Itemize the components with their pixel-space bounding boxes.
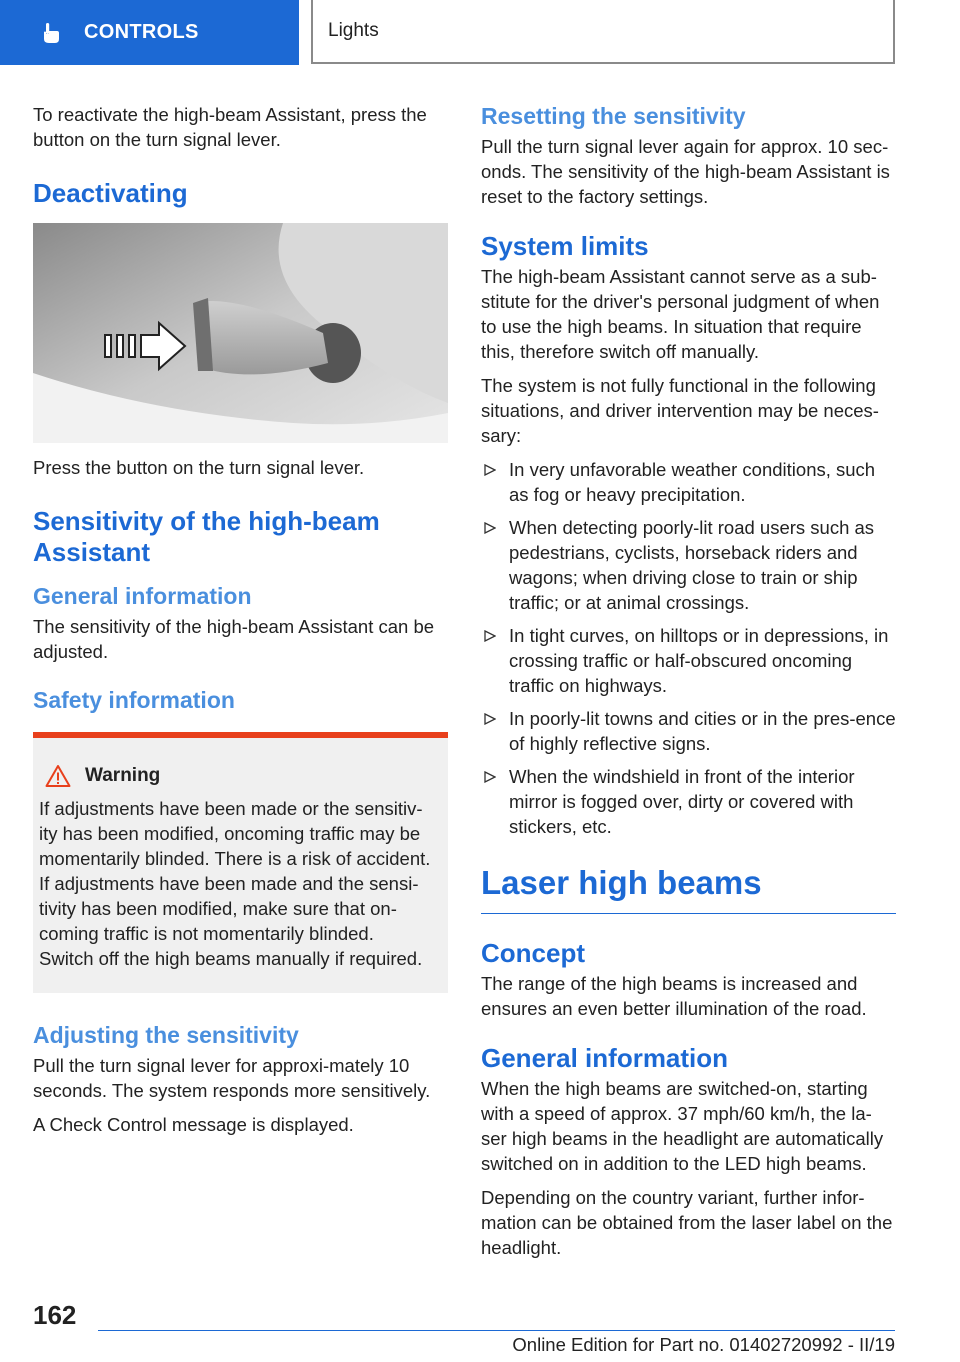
triangle-bullet-icon — [484, 522, 496, 534]
list-item: In tight curves, on hilltops or in depressions, in crossing traffic or half-obscured oncoming traffic on highways. — [481, 623, 896, 698]
general-info-heading: General information — [33, 583, 252, 609]
adjusting-heading: Adjusting the sensitivity — [33, 1022, 299, 1048]
figure-caption: Press the button on the turn signal lever. — [33, 457, 365, 478]
concept-heading: Concept — [481, 938, 585, 968]
list-item: When detecting poorly-lit road users such as pedestrians, cyclists, horseback riders and wagons; when driving close to train or ship traffic; or at animal crossings. — [481, 515, 896, 615]
warning-text: If adjustments have been made or the sensitiv‐ity has been modified, oncoming traffic may be momentarily blinded. There is a risk of accident. — [39, 798, 431, 869]
left-column — [33, 102, 448, 1146]
footer-divider — [98, 1330, 895, 1331]
laser-heading: Laser high beams — [481, 864, 762, 901]
page-number: 162 — [33, 1300, 77, 1330]
list-item: In poorly-lit towns and cities or in the pres‐ence of highly reflective signs. — [481, 706, 896, 756]
adjusting-text: Pull the turn signal lever for approxi‐mately 10 seconds. The system responds more sensitively. — [33, 1055, 431, 1101]
right-column — [481, 102, 896, 1269]
section-divider — [481, 913, 896, 914]
limits-list — [481, 457, 896, 839]
section-title: CONTROLS — [84, 21, 199, 43]
footer-edition: Online Edition for Part no. 01402720992 - II/19 — [512, 1334, 895, 1355]
section-tab[interactable] — [0, 0, 299, 65]
limits-heading: System limits — [481, 231, 649, 261]
turn-signal-lever-illustration — [33, 223, 448, 443]
triangle-bullet-icon — [484, 464, 496, 476]
general-info-text: The sensitivity of the high-beam Assistant can be adjusted. — [33, 616, 435, 662]
resetting-heading: Resetting the sensitivity — [481, 103, 746, 129]
warning-text: If adjustments have been made and the sensi‐tivity has been modified, make sure that on‐coming traffic is not momentarily blinded. — [39, 873, 419, 944]
concept-text: The range of the high beams is increased and ensures an even better illumination of the road. — [481, 973, 867, 1019]
safety-info-heading: Safety information — [33, 687, 235, 713]
warning-box — [33, 732, 448, 993]
warning-title: Warning — [85, 765, 161, 786]
triangle-bullet-icon — [484, 630, 496, 642]
general-info-text-2: When the high beams are switched-on, starting with a speed of approx. 37 mph/60 km/h, the la‐ser high beams in the headlight are automatically switched on in addition to the LED high beams. — [481, 1078, 884, 1174]
warning-triangle-icon — [45, 764, 71, 788]
sensitivity-heading: Sensitivity of the high-beam Assistant — [33, 506, 380, 567]
hand-pointer-icon — [40, 22, 62, 44]
general-info-heading-2: General information — [481, 1043, 729, 1073]
list-item: In very unfavorable weather conditions, such as fog or heavy precipitation. — [481, 457, 896, 507]
triangle-bullet-icon — [484, 713, 496, 725]
limits-text: The system is not fully functional in the following situations, and driver intervention may be neces‐sary: — [481, 375, 879, 446]
resetting-text: Pull the turn signal lever again for approx. 10 sec‐onds. The sensitivity of the high-beam Assistant is reset to the factory settings. — [481, 136, 890, 207]
list-item: When the windshield in front of the interior mirror is fogged over, dirty or covered with stickers, etc. — [481, 764, 896, 839]
warning-text: Switch off the high beams manually if required. — [39, 948, 423, 969]
topic-header — [311, 0, 895, 64]
limits-text: The high-beam Assistant cannot serve as a sub‐stitute for the driver's personal judgment of when to use the high beams. In situation that require this, therefore switch off manually. — [481, 266, 880, 362]
intro-paragraph: To reactivate the high-beam Assistant, press the button on the turn signal lever. — [33, 104, 427, 150]
adjusting-text: A Check Control message is displayed. — [33, 1114, 354, 1135]
deactivating-heading: Deactivating — [33, 178, 188, 208]
topic-title: Lights — [328, 20, 379, 41]
general-info-text-2: Depending on the country variant, further infor‐mation can be obtained from the laser label on the headlight. — [481, 1187, 893, 1258]
triangle-bullet-icon — [484, 771, 496, 783]
